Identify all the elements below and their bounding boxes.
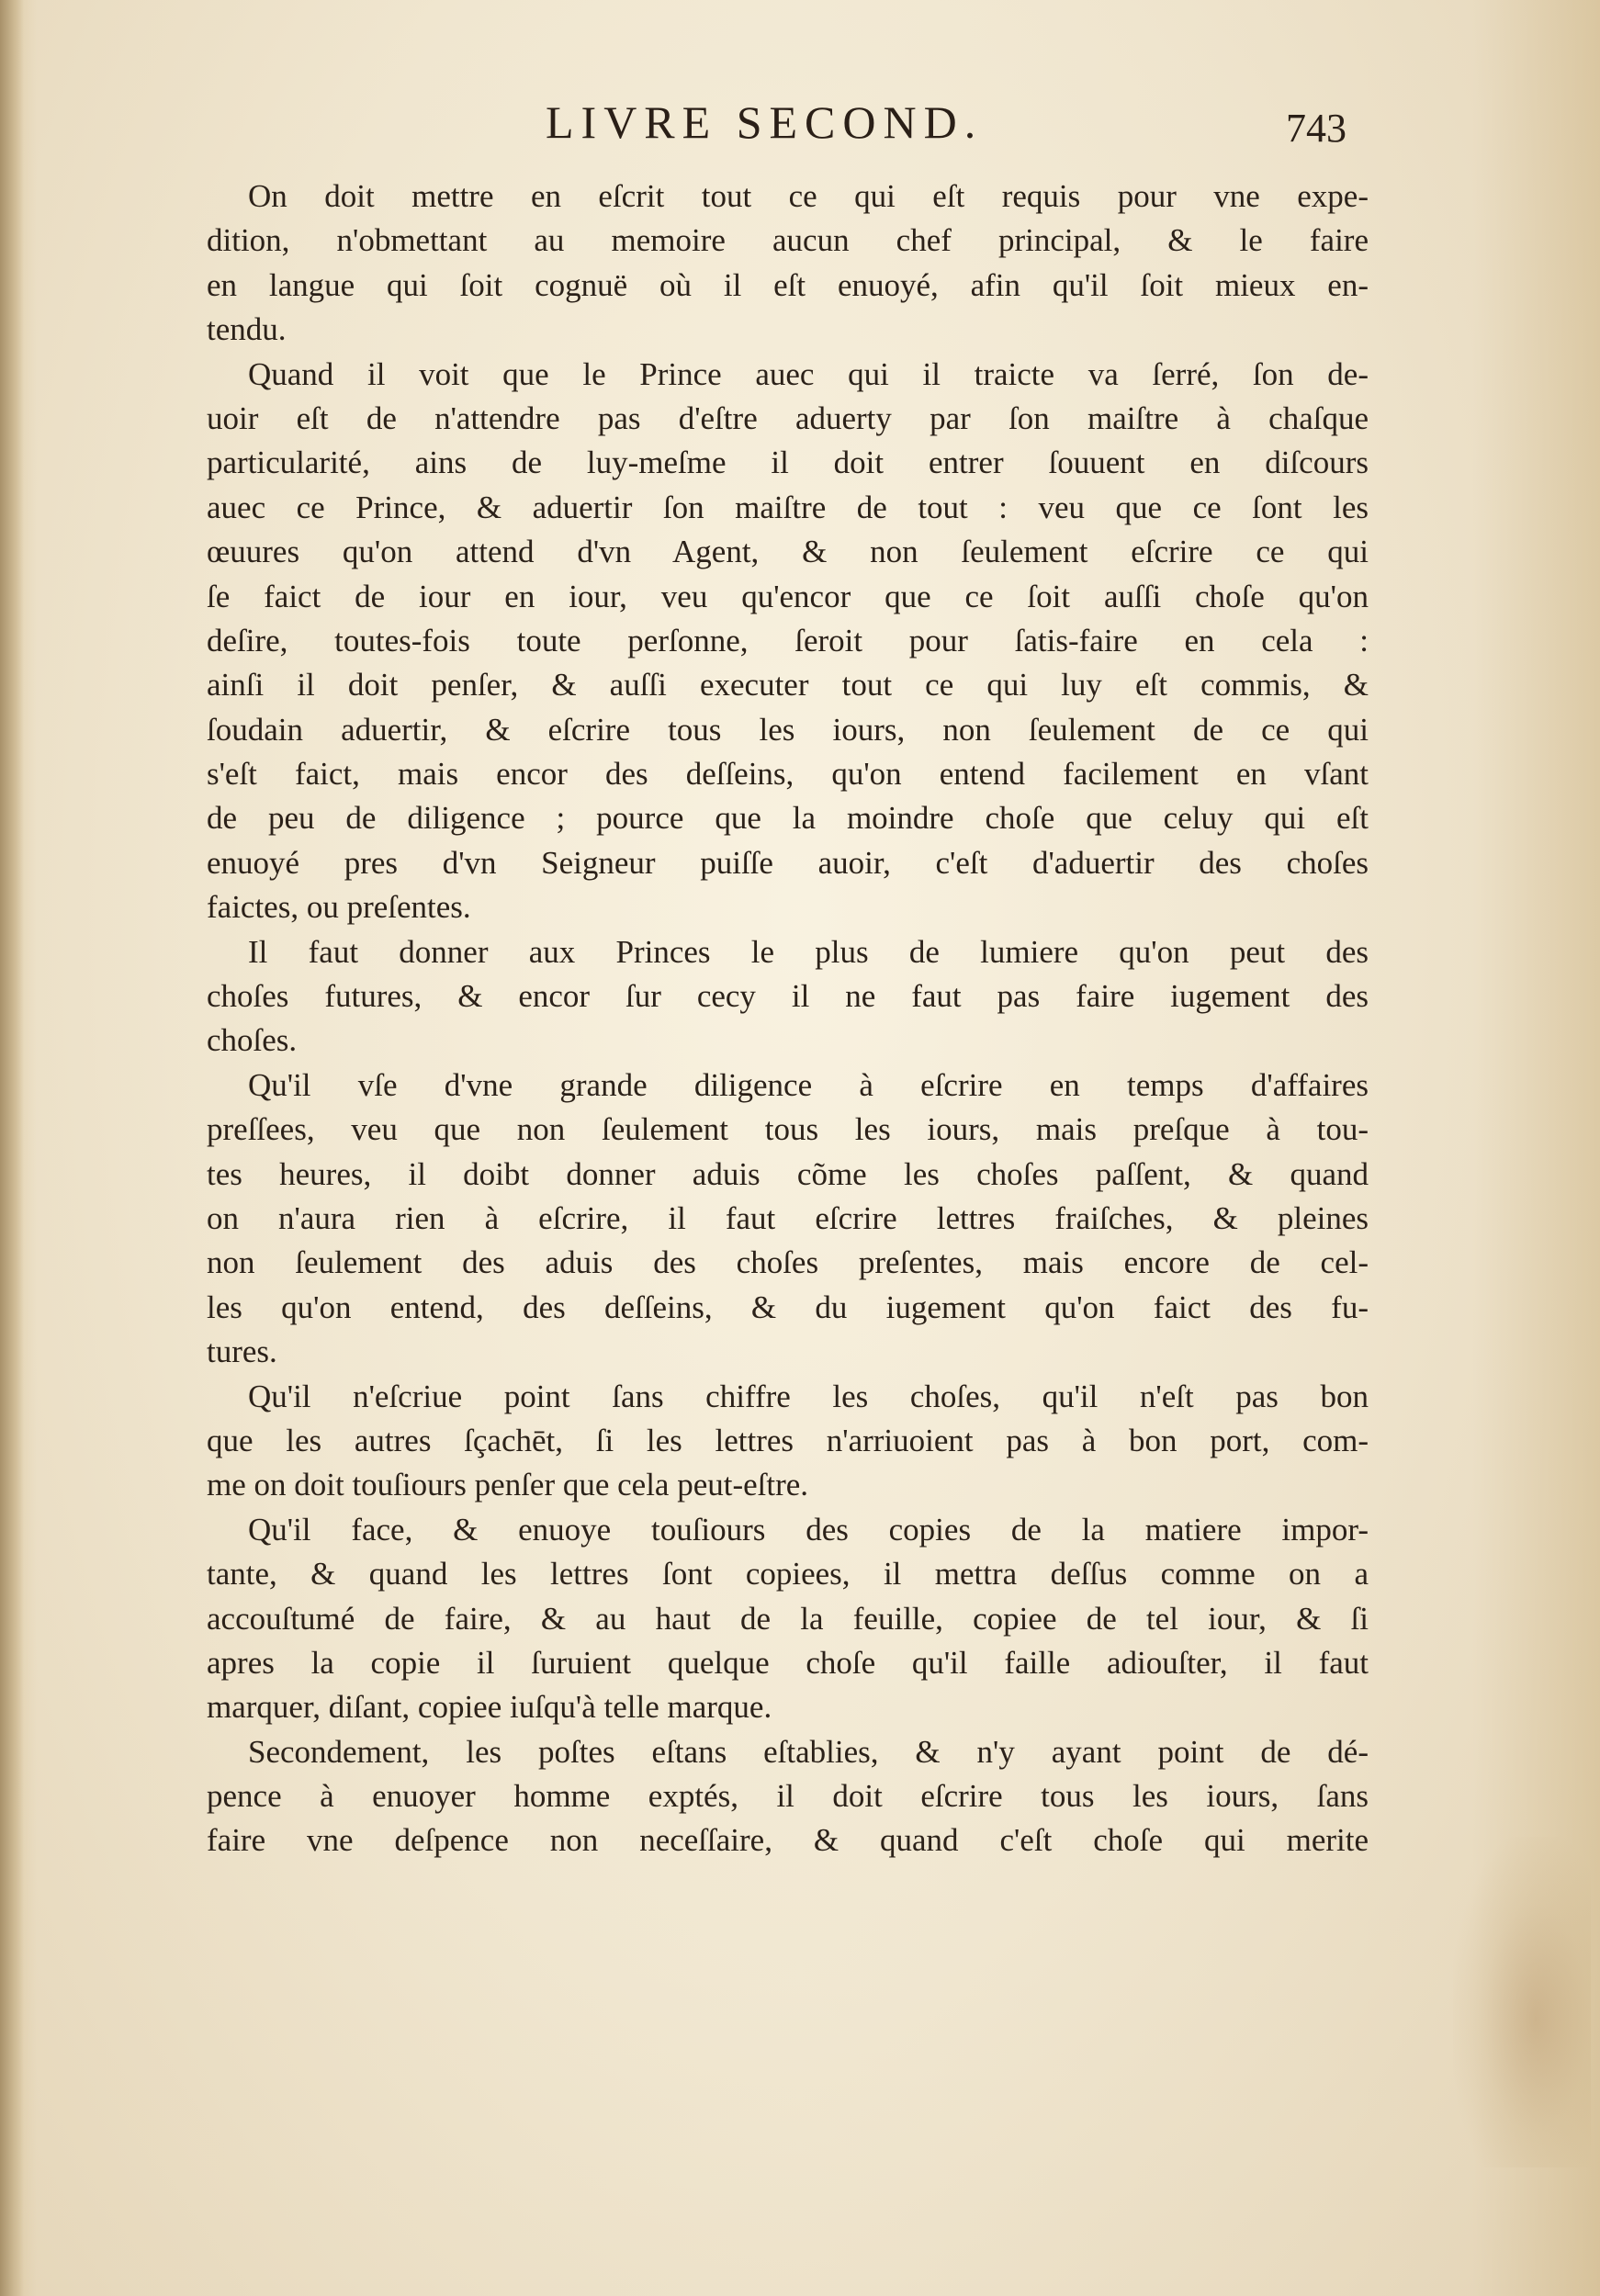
- text-line: Il faut donner aux Princes le plus de lumiere qu'on peut des: [248, 933, 1369, 970]
- text-line: faictes, ou preſentes.: [207, 889, 471, 926]
- running-head: LIVRE SECOND.: [546, 96, 984, 148]
- text-line: dition, n'obmettant au memoire aucun chef principal, & le faire: [207, 222, 1369, 259]
- text-line: Qu'il vſe d'vne grande diligence à eſcrire en temps d'affaires: [248, 1066, 1369, 1103]
- text-line: faire vne deſpence non neceſſaire, & quand c'eſt choſe qui merite: [207, 1822, 1369, 1859]
- text-line: On doit mettre en eſcrit tout ce qui eſt requis pour vne expe-: [248, 178, 1369, 214]
- text-line: me on doit touſiours penſer que cela peut-eſtre.: [207, 1467, 809, 1503]
- paper-stain: [1453, 1837, 1591, 2167]
- text-line: œuures qu'on attend d'vn Agent, & non ſeulement eſcrire ce qui: [207, 534, 1369, 570]
- text-line: tes heures, il doibt donner aduis cõme les choſes paſſent, & quand: [207, 1155, 1369, 1192]
- text-line: ſoudain aduertir, & eſcrire tous les iours, non ſeulement de ce qui: [207, 711, 1369, 748]
- text-line: accouſtumé de faire, & au haut de la feuille, copiee de tel iour, & ſi: [207, 1600, 1369, 1637]
- text-line: uoir eſt de n'attendre pas d'eſtre aduerty par ſon maiſtre à chaſque: [207, 400, 1369, 436]
- text-line: choſes futures, & encor ſur cecy il ne faut pas faire iugement des: [207, 978, 1369, 1015]
- text-line: auec ce Prince, & aduertir ſon maiſtre de tout : veu que ce ſont les: [207, 489, 1369, 525]
- text-line: ainſi il doit penſer, & auſſi executer tout ce qui luy eſt commis, &: [207, 667, 1369, 703]
- text-line: Quand il voit que le Prince auec qui il traicte va ſerré, ſon de-: [248, 355, 1369, 392]
- text-line: Qu'il n'eſcriue point ſans chiffre les choſes, qu'il n'eſt pas bon: [248, 1378, 1369, 1414]
- body-text: [207, 174, 1369, 1863]
- text-line: tante, & quand les lettres ſont copiees, il mettra deſſus comme on a: [207, 1556, 1369, 1593]
- text-line: Qu'il face, & enuoye touſiours des copies de la matiere impor-: [248, 1511, 1369, 1548]
- text-line: que les autres ſçachēt, ſi les lettres n'arriuoient pas à bon port, com-: [207, 1422, 1369, 1458]
- text-line: marquer, diſant, copiee iuſqu'à telle marque.: [207, 1689, 772, 1726]
- text-line: choſes.: [207, 1022, 298, 1059]
- text-line: pence à enuoyer homme exptés, il doit eſcrire tous les iours, ſans: [207, 1778, 1369, 1815]
- text-line: les qu'on entend, des deſſeins, & du iugement qu'on faict des fu-: [207, 1289, 1369, 1325]
- text-line: ſe faict de iour en iour, veu qu'encor que ce ſoit auſſi choſe qu'on: [207, 578, 1369, 614]
- text-line: preſſees, veu que non ſeulement tous les iours, mais preſque à tou-: [207, 1111, 1369, 1148]
- text-line: on n'aura rien à eſcrire, il faut eſcrire lettres fraiſches, & pleines: [207, 1199, 1369, 1236]
- text-line: particularité, ains de luy-meſme il doit entrer ſouuent en diſcours: [207, 445, 1369, 481]
- text-line: s'eſt faict, mais encor des deſſeins, qu'on entend facilement en vſant: [207, 756, 1369, 793]
- text-line: non ſeulement des aduis des choſes preſentes, mais encore de cel-: [207, 1244, 1369, 1281]
- binding-gutter: [0, 0, 24, 2296]
- page-number: 743: [1286, 106, 1346, 151]
- text-line: tendu.: [207, 311, 287, 348]
- text-line: apres la copie il ſuruient quelque choſe qu'il faille adiouſter, il faut: [207, 1644, 1369, 1681]
- text-line: de peu de diligence ; pource que la moindre choſe que celuy qui eſt: [207, 800, 1369, 837]
- text-line: en langue qui ſoit cognuë où il eſt enuoyé, afin qu'il ſoit mieux en-: [207, 266, 1369, 303]
- text-line: Secondement, les poſtes eſtans eſtablies, & n'y ayant point de dé-: [248, 1733, 1369, 1770]
- text-line: enuoyé pres d'vn Seigneur puiſſe auoir, c'eſt d'aduertir des choſes: [207, 844, 1369, 881]
- text-line: deſire, toutes-fois toute perſonne, ſeroit pour ſatis-faire en cela :: [207, 622, 1369, 658]
- text-line: tures.: [207, 1334, 277, 1370]
- page-header: [0, 92, 1600, 165]
